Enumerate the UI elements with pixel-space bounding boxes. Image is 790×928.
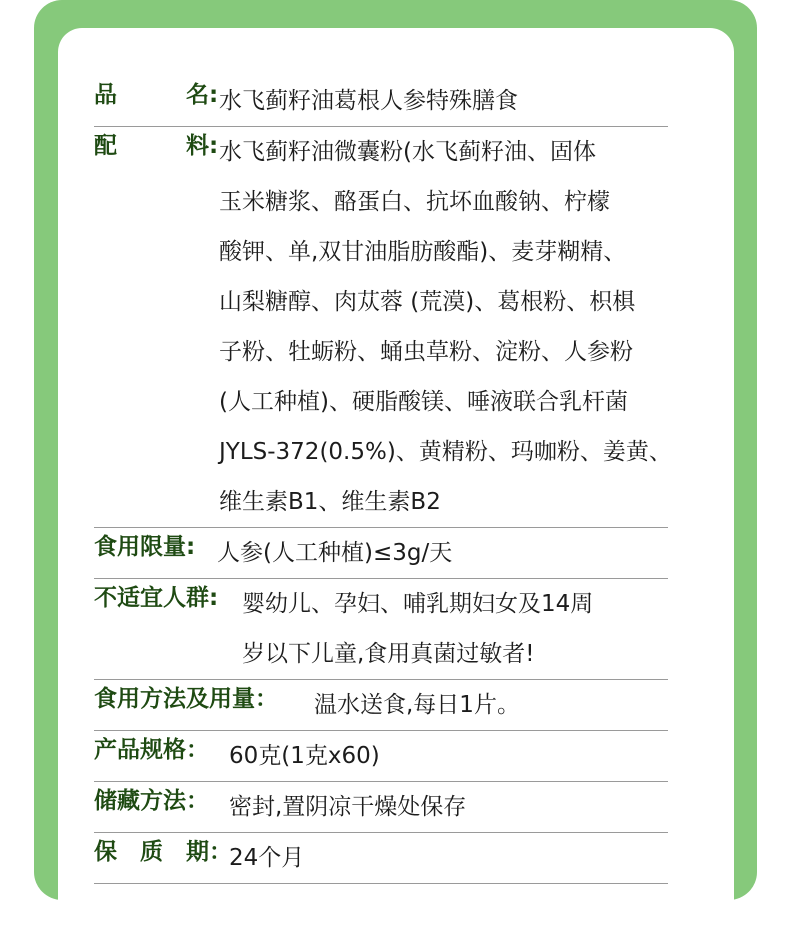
value-line: 玉米糖浆、酪蛋白、抗坏血酸钠、柠檬 xyxy=(219,189,610,215)
row-intake-limit xyxy=(94,528,668,579)
row-shelf-life xyxy=(94,833,668,884)
row-value xyxy=(229,833,668,883)
row-label: 品 名: xyxy=(94,82,219,108)
row-storage xyxy=(94,782,668,833)
row-value xyxy=(229,782,668,832)
row-value xyxy=(242,579,668,679)
value-line: 密封,置阴凉干燥处保存 xyxy=(229,794,467,820)
value-line: JYLS-372(0.5%)、黄精粉、玛咖粉、姜黄、 xyxy=(219,439,672,465)
value-line: 温水送食,每日1片。 xyxy=(314,692,520,718)
value-line: 子粉、牡蛎粉、蛹虫草粉、淀粉、人参粉 xyxy=(219,339,633,365)
row-label: 食用限量: xyxy=(94,534,196,560)
row-unsuitable-groups xyxy=(94,579,668,680)
row-spec xyxy=(94,731,668,782)
value-line: 24个月 xyxy=(229,845,305,871)
value-line: 维生素B1、维生素B2 xyxy=(219,489,441,515)
value-line: 60克(1克x60) xyxy=(229,743,380,769)
row-ingredients xyxy=(94,127,672,528)
row-value xyxy=(219,127,672,527)
row-label: 配 料: xyxy=(94,133,219,159)
row-label: 食用方法及用量： xyxy=(94,686,278,712)
value-line: 水飞蓟籽油葛根人参特殊膳食 xyxy=(219,88,518,114)
row-value xyxy=(229,731,668,781)
row-label: 不适宜人群: xyxy=(94,585,219,611)
row-value xyxy=(219,76,668,126)
row-value xyxy=(314,680,668,730)
value-line: 岁以下儿童,食用真菌过敏者! xyxy=(242,641,535,667)
value-line: 水飞蓟籽油微囊粉(水飞蓟籽油、固体 xyxy=(219,139,596,165)
value-line: 婴幼儿、孕妇、哺乳期妇女及14周 xyxy=(242,591,594,617)
value-line: (人工种植)、硬脂酸镁、唾液联合乳杆菌 xyxy=(219,389,628,415)
value-line: 人参(人工种植)≤3g/天 xyxy=(217,540,453,566)
row-label: 产品规格： xyxy=(94,737,209,763)
value-line: 山梨糖醇、肉苁蓉 (荒漠)、葛根粉、枳椇 xyxy=(219,289,636,315)
value-line: 酸钾、单,双甘油脂肪酸酯)、麦芽糊精、 xyxy=(219,239,627,265)
row-name xyxy=(94,76,668,127)
row-value xyxy=(217,528,668,578)
row-label: 保 质 期： xyxy=(94,839,232,865)
row-usage xyxy=(94,680,668,731)
row-label: 储藏方法： xyxy=(94,788,209,814)
product-info-table xyxy=(94,76,672,884)
